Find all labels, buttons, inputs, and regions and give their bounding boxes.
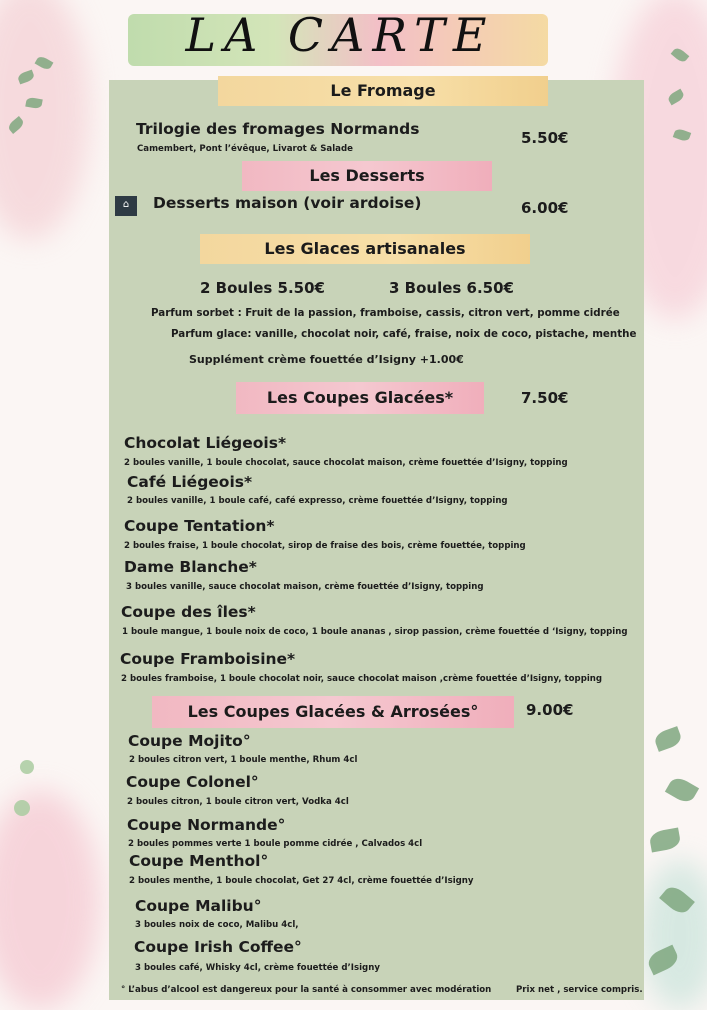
supplement: Supplément crème fouettée d’Isigny +1.00€	[189, 353, 464, 366]
section-banner-glaces: Les Glaces artisanales	[200, 234, 530, 264]
pink-watercolor-bottom-left	[0, 790, 100, 1010]
green-watercolor-bottom-right	[640, 860, 707, 1010]
section-banner-coupes: Les Coupes Glacées*	[236, 382, 484, 414]
coupe-description: 2 boules fraise, 1 boule chocolat, sirop de fraise des bois, crème fouettée, topping	[124, 541, 526, 551]
coupe-description: 3 boules noix de coco, Malibu 4cl,	[135, 920, 299, 930]
coupe-name: Coupe Irish Coffee°	[134, 938, 302, 956]
coupe-description: 2 boules citron vert, 1 boule menthe, Rhum 4cl	[129, 755, 358, 765]
item-price: 5.50€	[521, 129, 569, 147]
coupe-name: Coupe Normande°	[127, 816, 286, 834]
section-banner-arrosees: Les Coupes Glacées & Arrosées°	[152, 696, 514, 728]
coupe-description: 2 boules vanille, 1 boule chocolat, sauce chocolat maison, crème fouettée d’Isigny, topping	[124, 458, 568, 468]
coupe-name: Dame Blanche*	[124, 558, 257, 576]
coupe-description: 2 boules pommes verte 1 boule pomme cidrée , Calvados 4cl	[128, 839, 423, 849]
alcohol-warning: ° L’abus d’alcool est dangereux pour la santé à consommer avec modération	[121, 985, 492, 995]
coupe-name: Coupe Colonel°	[126, 773, 259, 791]
homemade-icon: ⌂	[115, 196, 137, 216]
coupe-description: 2 boules vanille, 1 boule café, café expresso, crème fouettée d’Isigny, topping	[127, 496, 508, 506]
glaces-two-scoops: 2 Boules 5.50€	[200, 279, 325, 297]
section-banner-fromage: Le Fromage	[218, 76, 548, 106]
item-name: Desserts maison (voir ardoise)	[153, 194, 422, 212]
section-price: 9.00€	[526, 701, 574, 719]
coupe-description: 2 boules citron, 1 boule citron vert, Vodka 4cl	[127, 797, 349, 807]
coupe-name: Coupe Tentation*	[124, 517, 275, 535]
coupe-description: 3 boules vanille, sauce chocolat maison, crème fouettée d’Isigny, topping	[126, 582, 484, 592]
item-name: Trilogie des fromages Normands	[136, 120, 420, 138]
leaf-icon	[648, 828, 681, 853]
coupe-name: Coupe Menthol°	[129, 852, 269, 870]
coupe-description: 3 boules café, Whisky 4cl, crème fouettée d’Isigny	[135, 963, 380, 973]
item-description: Camembert, Pont l’évêque, Livarot & Salade	[137, 144, 353, 154]
section-price: 7.50€	[521, 389, 569, 407]
coupe-name: Coupe Mojito°	[128, 732, 251, 750]
price-note: Prix net , service compris.	[516, 985, 643, 995]
leaf-icon	[20, 760, 34, 774]
sorbet-flavours: Parfum sorbet : Fruit de la passion, framboise, cassis, citron vert, pomme cidrée	[151, 307, 620, 319]
coupe-description: 1 boule mangue, 1 boule noix de coco, 1 boule ananas , sirop passion, crème fouettée d ‘Isigny, topping	[122, 627, 628, 637]
ice-cream-flavours: Parfum glace: vanille, chocolat noir, café, fraise, noix de coco, pistache, menthe	[171, 328, 637, 340]
coupe-description: 2 boules menthe, 1 boule chocolat, Get 27 4cl, crème fouettée d’Isigny	[129, 876, 474, 886]
coupe-name: Chocolat Liégeois*	[124, 434, 287, 452]
leaf-icon	[665, 774, 699, 805]
leaf-icon	[653, 726, 684, 752]
coupe-description: 2 boules framboise, 1 boule chocolat noir, sauce chocolat maison ,crème fouettée d’Isigny, topping	[121, 674, 603, 684]
coupe-name: Café Liégeois*	[127, 473, 253, 491]
section-banner-desserts: Les Desserts	[242, 161, 492, 191]
coupe-name: Coupe Malibu°	[135, 897, 262, 915]
coupe-name: Coupe des îles*	[121, 603, 256, 621]
leaf-icon	[14, 800, 30, 816]
coupe-name: Coupe Framboisine*	[120, 650, 296, 668]
glaces-three-scoops: 3 Boules 6.50€	[389, 279, 514, 297]
page-title: LA CARTE	[185, 8, 495, 62]
item-price: 6.00€	[521, 199, 569, 217]
